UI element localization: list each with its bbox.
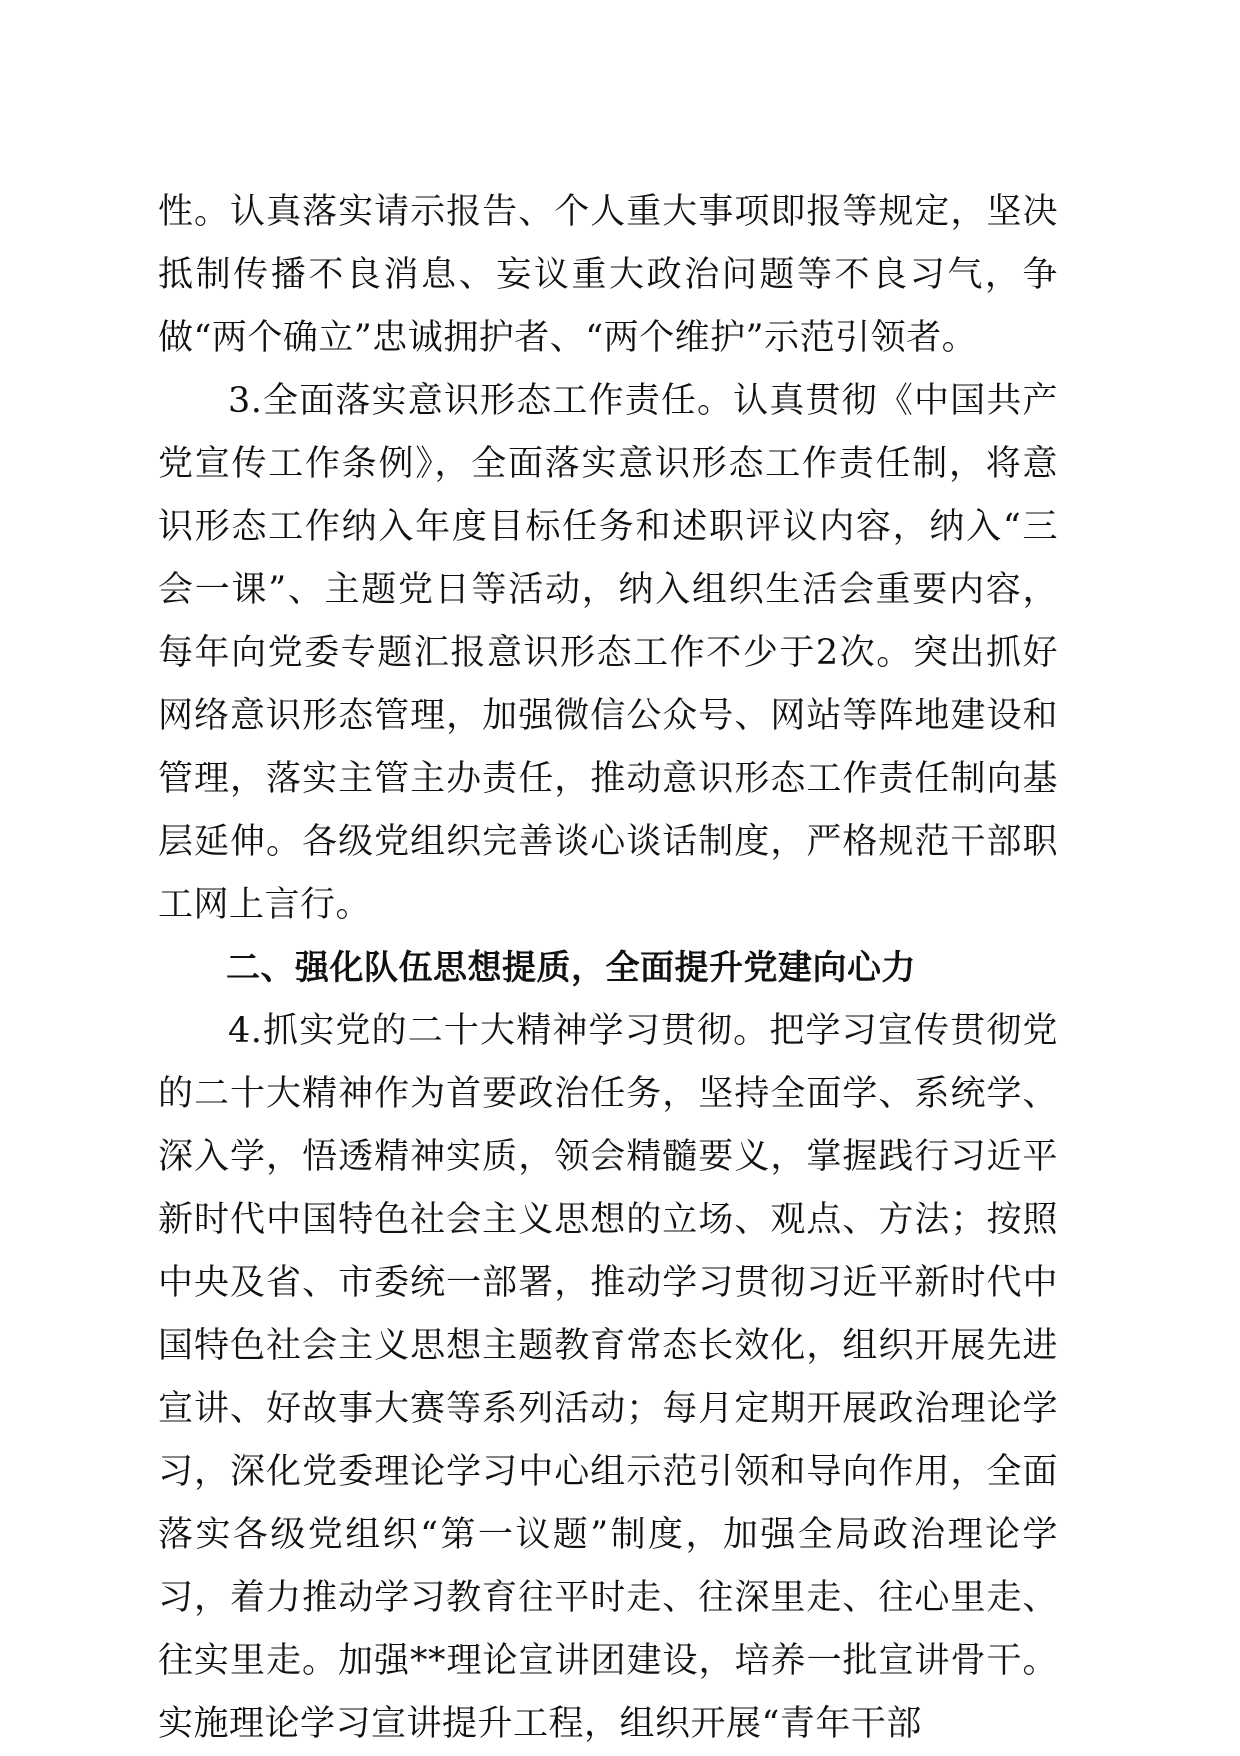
paragraph-item-3: 3.全面落实意识形态工作责任。认真贯彻《中国共产党宣传工作条例》，全面落实意识形态工作责任制，将意识形态工作纳入年度目标任务和述职评议内容，纳入“三会一课”、主题党日等活动，纳入组织生活会重要内容，每年向党委专题汇报意识形态工作不少于2次。突出抓好网络意识形态管理，加强微信公众号、网站等阵地建设和管理，落实主管主办责任，推动意识形态工作责任制向基层延伸。各级党组织完善谈心谈话制度，严格规范干部职工网上言行。 xyxy=(158,381,1058,925)
document-body xyxy=(158,181,1058,1756)
section-heading-2: 二、强化队伍思想提质，全面提升党建向心力 xyxy=(226,948,916,988)
paragraph-continuation: 性。认真落实请示报告、个人重大事项即报等规定，坚决抵制传播不良消息、妄议重大政治问题等不良习气，争做“两个确立”忠诚拥护者、“两个维护”示范引领者。 xyxy=(158,192,1058,358)
paragraph-item-4: 4.抓实党的二十大精神学习贯彻。把学习宣传贯彻党的二十大精神作为首要政治任务，坚持全面学、系统学、深入学，悟透精神实质，领会精髓要义，掌握践行习近平新时代中国特色社会主义思想的立场、观点、方法；按照中央及省、市委统一部署，推动学习贯彻习近平新时代中国特色社会主义思想主题教育常态长效化，组织开展先进宣讲、好故事大赛等系列活动；每月定期开展政治理论学习，深化党委理论学习中心组示范引领和导向作用，全面落实各级党组织“第一议题”制度，加强全局政治理论学习，着力推动学习教育往平时走、往深里走、往心里走、往实里走。加强**理论宣讲团建设，培养一批宣讲骨干。实施理论学习宣讲提升工程，组织开展“青年干部 xyxy=(158,1011,1058,1744)
